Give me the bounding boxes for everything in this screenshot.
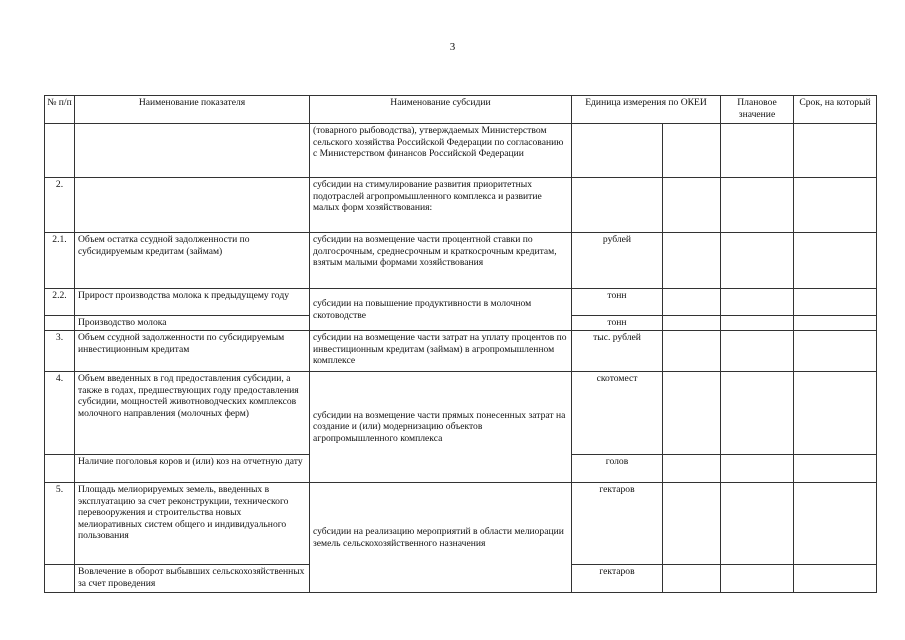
row-num: 2.1. — [45, 233, 75, 289]
row-unit-code — [663, 124, 721, 178]
row-indicator: Объем ссудной задолженности по субсидируемым инвестиционным кредитам — [75, 331, 310, 372]
row-unit: голов — [572, 455, 663, 483]
row-unit-code — [663, 233, 721, 289]
row-term — [794, 565, 877, 593]
row-plan — [721, 372, 794, 455]
row-indicator: Площадь мелиорируемых земель, введенных в эксплуатацию за счет реконструкции, технического перевооружения и строительства новых мелиоративных систем общего и индивидуального пользования — [75, 483, 310, 565]
row-subsidy: субсидии на возмещение части затрат на уплату процентов по инвестиционным кредитам (займам) в агропромышленном комплексе — [310, 331, 572, 372]
header-indicator: Наименование показателя — [75, 96, 310, 124]
table-row — [45, 483, 877, 565]
row-unit-code — [663, 455, 721, 483]
row-num — [45, 124, 75, 178]
row-plan — [721, 331, 794, 372]
row-unit: рублей — [572, 233, 663, 289]
row-indicator: Вовлечение в оборот выбывших сельскохозяйственных за счет проведения — [75, 565, 310, 593]
row-indicator — [75, 124, 310, 178]
row-indicator: Объем остатка ссудной задолженности по субсидируемым кредитам (займам) — [75, 233, 310, 289]
row-indicator: Объем введенных в год предоставления субсидии, а также в годах, предшествующих году предоставления субсидии, мощностей животноводческих комплексов молочного направления (молочных ферм) — [75, 372, 310, 455]
header-subsidy: Наименование субсидии — [310, 96, 572, 124]
row-term — [794, 372, 877, 455]
row-plan — [721, 316, 794, 331]
row-unit-code — [663, 483, 721, 565]
row-subsidy: субсидии на стимулирование развития приоритетных подотраслей агропромышленного комплекса и развитие малых форм хозяйствования: — [310, 178, 572, 233]
row-unit: гектаров — [572, 483, 663, 565]
row-term — [794, 316, 877, 331]
row-num: 2.2. — [45, 289, 75, 316]
table-header-row — [45, 96, 877, 124]
row-unit: гектаров — [572, 565, 663, 593]
table-row — [45, 331, 877, 372]
indicators-table — [44, 95, 877, 593]
row-plan — [721, 483, 794, 565]
row-subsidy: субсидии на возмещение части прямых понесенных затрат на создание и (или) модернизацию объектов агропромышленного комплекса — [310, 372, 572, 483]
row-indicator: Наличие поголовья коров и (или) коз на отчетную дату — [75, 455, 310, 483]
page-number: 3 — [449, 41, 456, 53]
row-unit: скотомест — [572, 372, 663, 455]
row-term — [794, 124, 877, 178]
table-row — [45, 372, 877, 455]
header-plan: Плановое значение — [721, 96, 794, 124]
row-plan — [721, 455, 794, 483]
row-plan — [721, 233, 794, 289]
row-unit — [572, 124, 663, 178]
row-term — [794, 289, 877, 316]
row-unit — [572, 178, 663, 233]
table-row — [45, 124, 877, 178]
row-num: 3. — [45, 331, 75, 372]
header-num: № п/п — [45, 96, 75, 124]
row-unit-code — [663, 372, 721, 455]
row-unit: тыс. рублей — [572, 331, 663, 372]
row-unit-code — [663, 316, 721, 331]
row-unit: тонн — [572, 316, 663, 331]
row-plan — [721, 124, 794, 178]
row-term — [794, 483, 877, 565]
row-unit-code — [663, 178, 721, 233]
row-num: 5. — [45, 483, 75, 565]
row-unit-code — [663, 565, 721, 593]
row-subsidy: субсидии на повышение продуктивности в молочном скотоводстве — [310, 289, 572, 331]
row-num — [45, 565, 75, 593]
row-num — [45, 316, 75, 331]
row-plan — [721, 178, 794, 233]
row-term — [794, 178, 877, 233]
row-term — [794, 233, 877, 289]
row-plan — [721, 289, 794, 316]
table-row — [45, 233, 877, 289]
row-term — [794, 455, 877, 483]
row-term — [794, 331, 877, 372]
row-unit-code — [663, 289, 721, 316]
row-num: 4. — [45, 372, 75, 455]
row-indicator — [75, 178, 310, 233]
row-indicator: Прирост производства молока к предыдущему году — [75, 289, 310, 316]
row-indicator: Производство молока — [75, 316, 310, 331]
table-row — [45, 178, 877, 233]
table-row — [45, 289, 877, 316]
row-num: 2. — [45, 178, 75, 233]
row-plan — [721, 565, 794, 593]
header-term: Срок, на который — [794, 96, 877, 124]
row-unit: тонн — [572, 289, 663, 316]
row-subsidy: субсидии на возмещение части процентной ставки по долгосрочным, среднесрочным и краткосрочным кредитам, взятым малыми формами хозяйствования — [310, 233, 572, 289]
header-unit: Единица измерения по ОКЕИ — [572, 96, 721, 124]
row-num — [45, 455, 75, 483]
row-subsidy: (товарного рыбоводства), утверждаемых Министерством сельского хозяйства Российской Федерации по согласованию с Министерством финансов Российской Федерации — [310, 124, 572, 178]
row-unit-code — [663, 331, 721, 372]
row-subsidy: субсидии на реализацию мероприятий в области мелиорации земель сельскохозяйственного назначения — [310, 483, 572, 593]
